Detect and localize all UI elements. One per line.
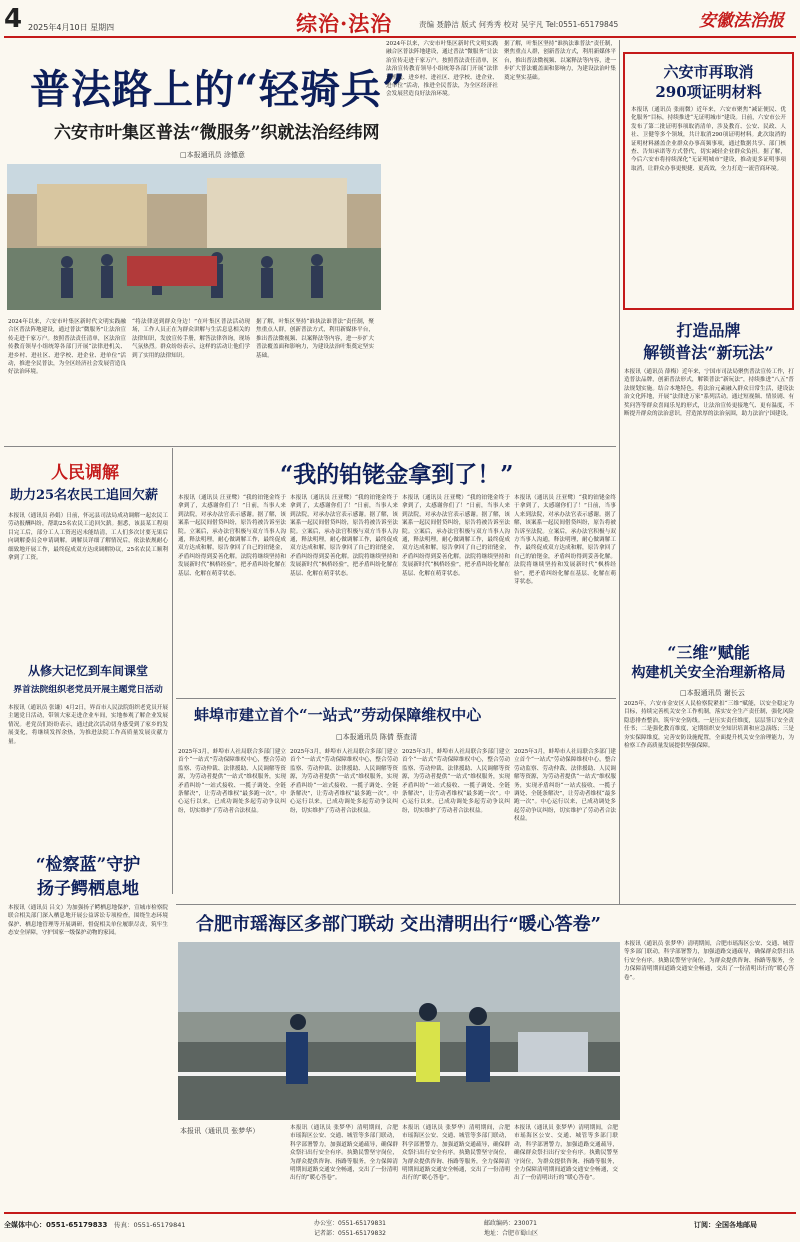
right3-title-line2: 构建机关安全治理新格局 bbox=[631, 665, 786, 681]
lead-body-col1: 2024年以来，六安市叶集区新时代文明实践融合区普法阵地建设，通过普法“微服务”让法治宣传走进千家万户。按照普法责任清单，区法治宣传教育领导小组统筹各部门开展“法律进机关、进乡村、进社区、进学校、进企业、进单位”活动，推进全民普法，为全区经济社会发展营造良好法治环境。 bbox=[8, 319, 126, 376]
lead-photo-graphic bbox=[7, 164, 381, 310]
footer-contact-c: 邮政编码：230071 bbox=[484, 1220, 537, 1227]
brand-logo: 安徽法治报 bbox=[699, 11, 784, 31]
hefei-photo-graphic bbox=[178, 942, 620, 1120]
hefei-body-col4: 本报讯（通讯员 张梦华）清明期间，合肥市瑶海区公安、交通、城管等多部门联动，科学部署警力，加强道路交通疏导，确保群众祭扫出行安全有序。执勤民警坚守岗位，为群众提供咨询、指路等服务，全力保障清明期间道路交通安全畅通，交出了一份清明出行的“暖心答卷”。 bbox=[624, 941, 794, 981]
bengbu-body-col4: 2025年3月，蚌埠市人社局联合多部门建立首个“一站式”劳动保障维权中心，整合劳动监察、劳动仲裁、法律援助、人民调解等资源，为劳动者提供“一站式”维权服务，实现矛盾纠纷“一站式接收、一揽子调处、全链条解决”，让劳动者维权“最多跑一次”。中心运行以来，已成功调处多起劳动争议纠纷，切实维护了劳动者合法权益。 bbox=[514, 749, 616, 823]
hefei-byline: 本报讯（通讯员 张梦华） bbox=[180, 1127, 260, 1135]
masthead bbox=[4, 0, 796, 38]
footer-hotline: 全媒体中心：0551-65179833 bbox=[4, 1221, 108, 1229]
left3-title-line2: 扬子鳄栖息地 bbox=[37, 879, 139, 899]
editors-line: 责编 聂静洁 版式 何秀秀 校对 吴宇凡 Tel:0551-65179845 bbox=[419, 20, 619, 29]
mid-headline: “我的铂铑金拿到了！” bbox=[280, 461, 514, 488]
rule-mid bbox=[176, 698, 616, 699]
section-title: 综治·法治 bbox=[296, 11, 393, 36]
mid-body-col2: 本报讯（通讯员 汪亚鹭）“我的铂铑金终于拿到了，太感谢你们了！”日前，当事人来到法院，对承办法官表示感谢。据了解，该案系一起民间借贷纠纷，原告将被告诉至法院。立案后，承办法官积极与双方当事人沟通，释法明理，耐心做调解工作，最终促成双方达成和解，原告拿回了自己的铂铑金，矛盾纠纷得到妥善化解。法院将继续坚持和发展新时代“枫桥经验”，把矛盾纠纷化解在基层、化解在萌芽状态。 bbox=[290, 495, 398, 577]
lead-byline: □本报通讯员 涂德意 bbox=[180, 151, 245, 159]
lead-body-col5: 据了解，叶集区坚持“谁执法谁普法”责任制，聚焦重点人群，创新普法方式，利用新媒体平台，推出普法微视频、以案释法等内容，进一步扩大普法覆盖面和影响力，为建设法治叶集奠定坚实基础。 bbox=[504, 41, 616, 81]
left3-title-line1: “检察蓝”守护 bbox=[35, 855, 141, 875]
left1-body: 本报讯（通讯员 孙娟）日前，怀远县司法局成功调解一起农民工劳动报酬纠纷，帮助25名农民工追回欠薪。据悉，该县某工程项目完工后，部分工人工资迟迟未能结清，工人们多次讨要无果后向调解委员会申请调解。调解员详细了解情况后，依法依规耐心细致地开展工作，最终促成双方达成调解协议，25名农民工顺利拿到了工资。 bbox=[8, 513, 168, 562]
left3-body: 本报讯（通讯员 吕文）为加强扬子鳄栖息地保护，宣城市检察院联合相关部门深入栖息地开展公益诉讼专项检查，围绕生态环境保护、栖息地管理等开展调研，督促相关单位履职尽责，筑牢生态安全屏障，守护国家一级保护动物的家园。 bbox=[8, 905, 168, 937]
right3-title-line1: “三维”赋能 bbox=[667, 643, 750, 662]
rule-left-col bbox=[172, 448, 173, 894]
left2-title-line2: 界首法院组织老党员开展主题党日活动 bbox=[13, 685, 163, 695]
hefei-body-col1: 本报讯（通讯员 张梦华）清明期间，合肥市瑶海区公安、交通、城管等多部门联动，科学部署警力，加强道路交通疏导，确保群众祭扫出行安全有序。执勤民警坚守岗位，为群众提供咨询、指路等服务，全力保障清明期间道路交通安全畅通，交出了一份清明出行的“暖心答卷”。 bbox=[290, 1125, 398, 1182]
footer-contact-a: 办公室：0551-65179831 bbox=[314, 1220, 386, 1227]
lead-body-col2: “将法律送到群众身边！”在叶集区普法活动现场，工作人员正在为群众讲解与生活息息相关的法律知识，发放宣传手册，解答法律咨询，现场气氛热烈。群众纷纷表示，这样的活动让他们学到了实用的法律知识。 bbox=[132, 319, 250, 359]
rule-right-col bbox=[619, 40, 620, 905]
left1-title-line1: 人民调解 bbox=[51, 463, 119, 483]
footer-fax: 传真：0551-65179841 bbox=[114, 1221, 186, 1229]
box-body: 本报讯（通讯员 张雨微）近年来，六安市聚焦“减证便民、优化服务”目标，持续推进“无证明城市”建设。日前，六安市公开发布了第二批证明事项取消清单，涉及教育、公安、民政、人社、卫健等多个领域，共计取消290项证明材料。此次取消的证明材料涵盖企业群众办事高频事项，通过数据共享、部门核查、告知承诺等方式替代，切实减轻企业群众负担。据了解，今后六安市将持续深化“无证明城市”建设，推动更多证明事项取消，让群众办事更便捷、更高效，全力打造一流营商环境。 bbox=[631, 107, 786, 172]
footer-price: 订阅：全国各地邮局 bbox=[694, 1221, 757, 1229]
mid-body-col4: 本报讯（通讯员 汪亚鹭）“我的铂铑金终于拿到了，太感谢你们了！”日前，当事人来到法院，对承办法官表示感谢。据了解，该案系一起民间借贷纠纷，原告将被告诉至法院。立案后，承办法官积极与双方当事人沟通，释法明理，耐心做调解工作，最终促成双方达成和解，原告拿回了自己的铂铑金，矛盾纠纷得到妥善化解。法院将继续坚持和发展新时代“枫桥经验”，把矛盾纠纷化解在基层、化解在萌芽状态。 bbox=[514, 495, 616, 586]
lead-photo bbox=[7, 164, 381, 310]
lead-body-col4: 2024年以来，六安市叶集区新时代文明实践融合区普法阵地建设，通过普法“微服务”让法治宣传走进千家万户。按照普法责任清单，区法治宣传教育领导小组统筹各部门开展“法律进机关、进乡村、进社区、进学校、进企业、进单位”活动，推进全民普法，为全区经济社会发展营造良好法治环境。 bbox=[386, 41, 498, 98]
red-box-article bbox=[623, 52, 794, 310]
right3-byline: □本报通讯员 谢长云 bbox=[680, 689, 745, 697]
right2-title-line2: 解锁普法“新玩法” bbox=[643, 343, 774, 362]
hefei-photo bbox=[178, 942, 620, 1120]
hefei-body-col3: 本报讯（通讯员 张梦华）清明期间，合肥市瑶海区公安、交通、城管等多部门联动，科学部署警力，加强道路交通疏导，确保群众祭扫出行安全有序。执勤民警坚守岗位，为群众提供咨询、指路等服务，全力保障清明期间道路交通安全畅通，交出了一份清明出行的“暖心答卷”。 bbox=[514, 1125, 618, 1182]
mid-body-col1: 本报讯（通讯员 汪亚鹭）“我的铂铑金终于拿到了，太感谢你们了！”日前，当事人来到法院，对承办法官表示感谢。据了解，该案系一起民间借贷纠纷，原告将被告诉至法院。立案后，承办法官积极与双方当事人沟通，释法明理，耐心做调解工作，最终促成双方达成和解，原告拿回了自己的铂铑金，矛盾纠纷得到妥善化解。法院将继续坚持和发展新时代“枫桥经验”，把矛盾纠纷化解在基层、化解在萌芽状态。 bbox=[178, 495, 286, 577]
right2-body: 本报讯（通讯员 薛梅）近年来，宁国市司法局聚焦普法宣传工作，打造普法品牌，创新普法形式，解锁普法“新玩法”，持续推进“八五”普法规划实施。结合本地特色，将法治元素融入群众日常生活，建设法治文化阵地，开展“法律进万家”系列活动。通过短视频、情景剧、有奖问答等群众喜闻乐见的形式，让法治宣传更接地气、更有温度，不断提升群众的法治意识，营造浓厚的法治氛围，助力法治宁国建设。 bbox=[624, 369, 794, 418]
rule-top bbox=[4, 446, 616, 447]
hefei-body-col2: 本报讯（通讯员 张梦华）清明期间，合肥市瑶海区公安、交通、城管等多部门联动，科学部署警力，加强道路交通疏导，确保群众祭扫出行安全有序。执勤民警坚守岗位，为群众提供咨询、指路等服务，全力保障清明期间道路交通安全畅通，交出了一份清明出行的“暖心答卷”。 bbox=[402, 1125, 510, 1182]
footer-contact-b: 记者部：0551-65179832 bbox=[314, 1230, 386, 1237]
left2-title-line1: 从修大记忆到车间课堂 bbox=[27, 664, 148, 678]
lead-body-col3: 据了解，叶集区坚持“谁执法谁普法”责任制，聚焦重点人群，创新普法方式，利用新媒体平台，推出普法微视频、以案释法等内容，进一步扩大普法覆盖面和影响力，为建设法治叶集奠定坚实基础。 bbox=[256, 319, 374, 359]
page-number: 4 bbox=[4, 4, 23, 34]
right3-body: 2025年，六安市金安区人民检察院紧扣“三维”赋能，以安全稳定为目标，持续完善机关安全工作机制，落实安全生产责任制，强化风险隐患排查整治，筑牢安全防线。一是压实责任维度，层层签订安全责任书；二是强化教育维度，定期组织安全知识培训和应急演练；三是夯实保障维度，完善安防设施配置，全面提升机关安全治理能力，为检察工作高质量发展提供坚强保障。 bbox=[624, 701, 794, 750]
footer-bar bbox=[4, 1212, 796, 1240]
issue-date: 2025年4月10日 星期四 bbox=[28, 23, 115, 32]
bengbu-body-col2: 2025年3月，蚌埠市人社局联合多部门建立首个“一站式”劳动保障维权中心，整合劳动监察、劳动仲裁、法律援助、人民调解等资源，为劳动者提供“一站式”维权服务，实现矛盾纠纷“一站式接收、一揽子调处、全链条解决”，让劳动者维权“最多跑一次”。中心运行以来，已成功调处多起劳动争议纠纷，切实维护了劳动者合法权益。 bbox=[290, 749, 398, 814]
box-title-line2: 290项证明材料 bbox=[655, 83, 762, 101]
lead-headline: 普法路上的“轻骑兵” bbox=[30, 66, 407, 113]
bengbu-body-col1: 2025年3月，蚌埠市人社局联合多部门建立首个“一站式”劳动保障维权中心，整合劳动监察、劳动仲裁、法律援助、人民调解等资源，为劳动者提供“一站式”维权服务，实现矛盾纠纷“一站式接收、一揽子调处、全链条解决”，让劳动者维权“最多跑一次”。中心运行以来，已成功调处多起劳动争议纠纷，切实维护了劳动者合法权益。 bbox=[178, 749, 286, 814]
bengbu-headline: 蚌埠市建立首个“一站式”劳动保障维权中心 bbox=[194, 706, 482, 724]
lead-subheadline: 六安市叶集区普法“微服务”织就法治经纬网 bbox=[54, 123, 380, 143]
bengbu-body-col3: 2025年3月，蚌埠市人社局联合多部门建立首个“一站式”劳动保障维权中心，整合劳动监察、劳动仲裁、法律援助、人民调解等资源，为劳动者提供“一站式”维权服务，实现矛盾纠纷“一站式接收、一揽子调处、全链条解决”，让劳动者维权“最多跑一次”。中心运行以来，已成功调处多起劳动争议纠纷，切实维护了劳动者合法权益。 bbox=[402, 749, 510, 814]
right2-title-line1: 打造品牌 bbox=[676, 321, 741, 340]
footer-contact-d: 地址：合肥市蜀山区 bbox=[484, 1230, 539, 1237]
bengbu-byline: □本报通讯员 陈倩 蔡查清 bbox=[336, 733, 418, 741]
hefei-headline: 合肥市瑶海区多部门联动 交出清明出行“暖心答卷” bbox=[196, 914, 601, 935]
rule-hefei bbox=[176, 904, 796, 905]
box-title-line1: 六安市再取消 bbox=[663, 63, 754, 81]
left2-body: 本报讯（通讯员 张谦）4月2日，界首市人民法院组织老党员开展主题党日活动，带领大家走进企业车间，实地参观了解企业发展情况。老党员们纷纷表示，通过此次活动切身感受到了家乡的发展变化，将继续发挥余热，为推进法院工作高质量发展贡献力量。 bbox=[8, 705, 168, 745]
left1-title-line2: 助力25名农民工追回欠薪 bbox=[9, 488, 159, 503]
mid-body-col3: 本报讯（通讯员 汪亚鹭）“我的铂铑金终于拿到了，太感谢你们了！”日前，当事人来到法院，对承办法官表示感谢。据了解，该案系一起民间借贷纠纷，原告将被告诉至法院。立案后，承办法官积极与双方当事人沟通，释法明理，耐心做调解工作，最终促成双方达成和解，原告拿回了自己的铂铑金，矛盾纠纷得到妥善化解。法院将继续坚持和发展新时代“枫桥经验”，把矛盾纠纷化解在基层、化解在萌芽状态。 bbox=[402, 495, 510, 577]
